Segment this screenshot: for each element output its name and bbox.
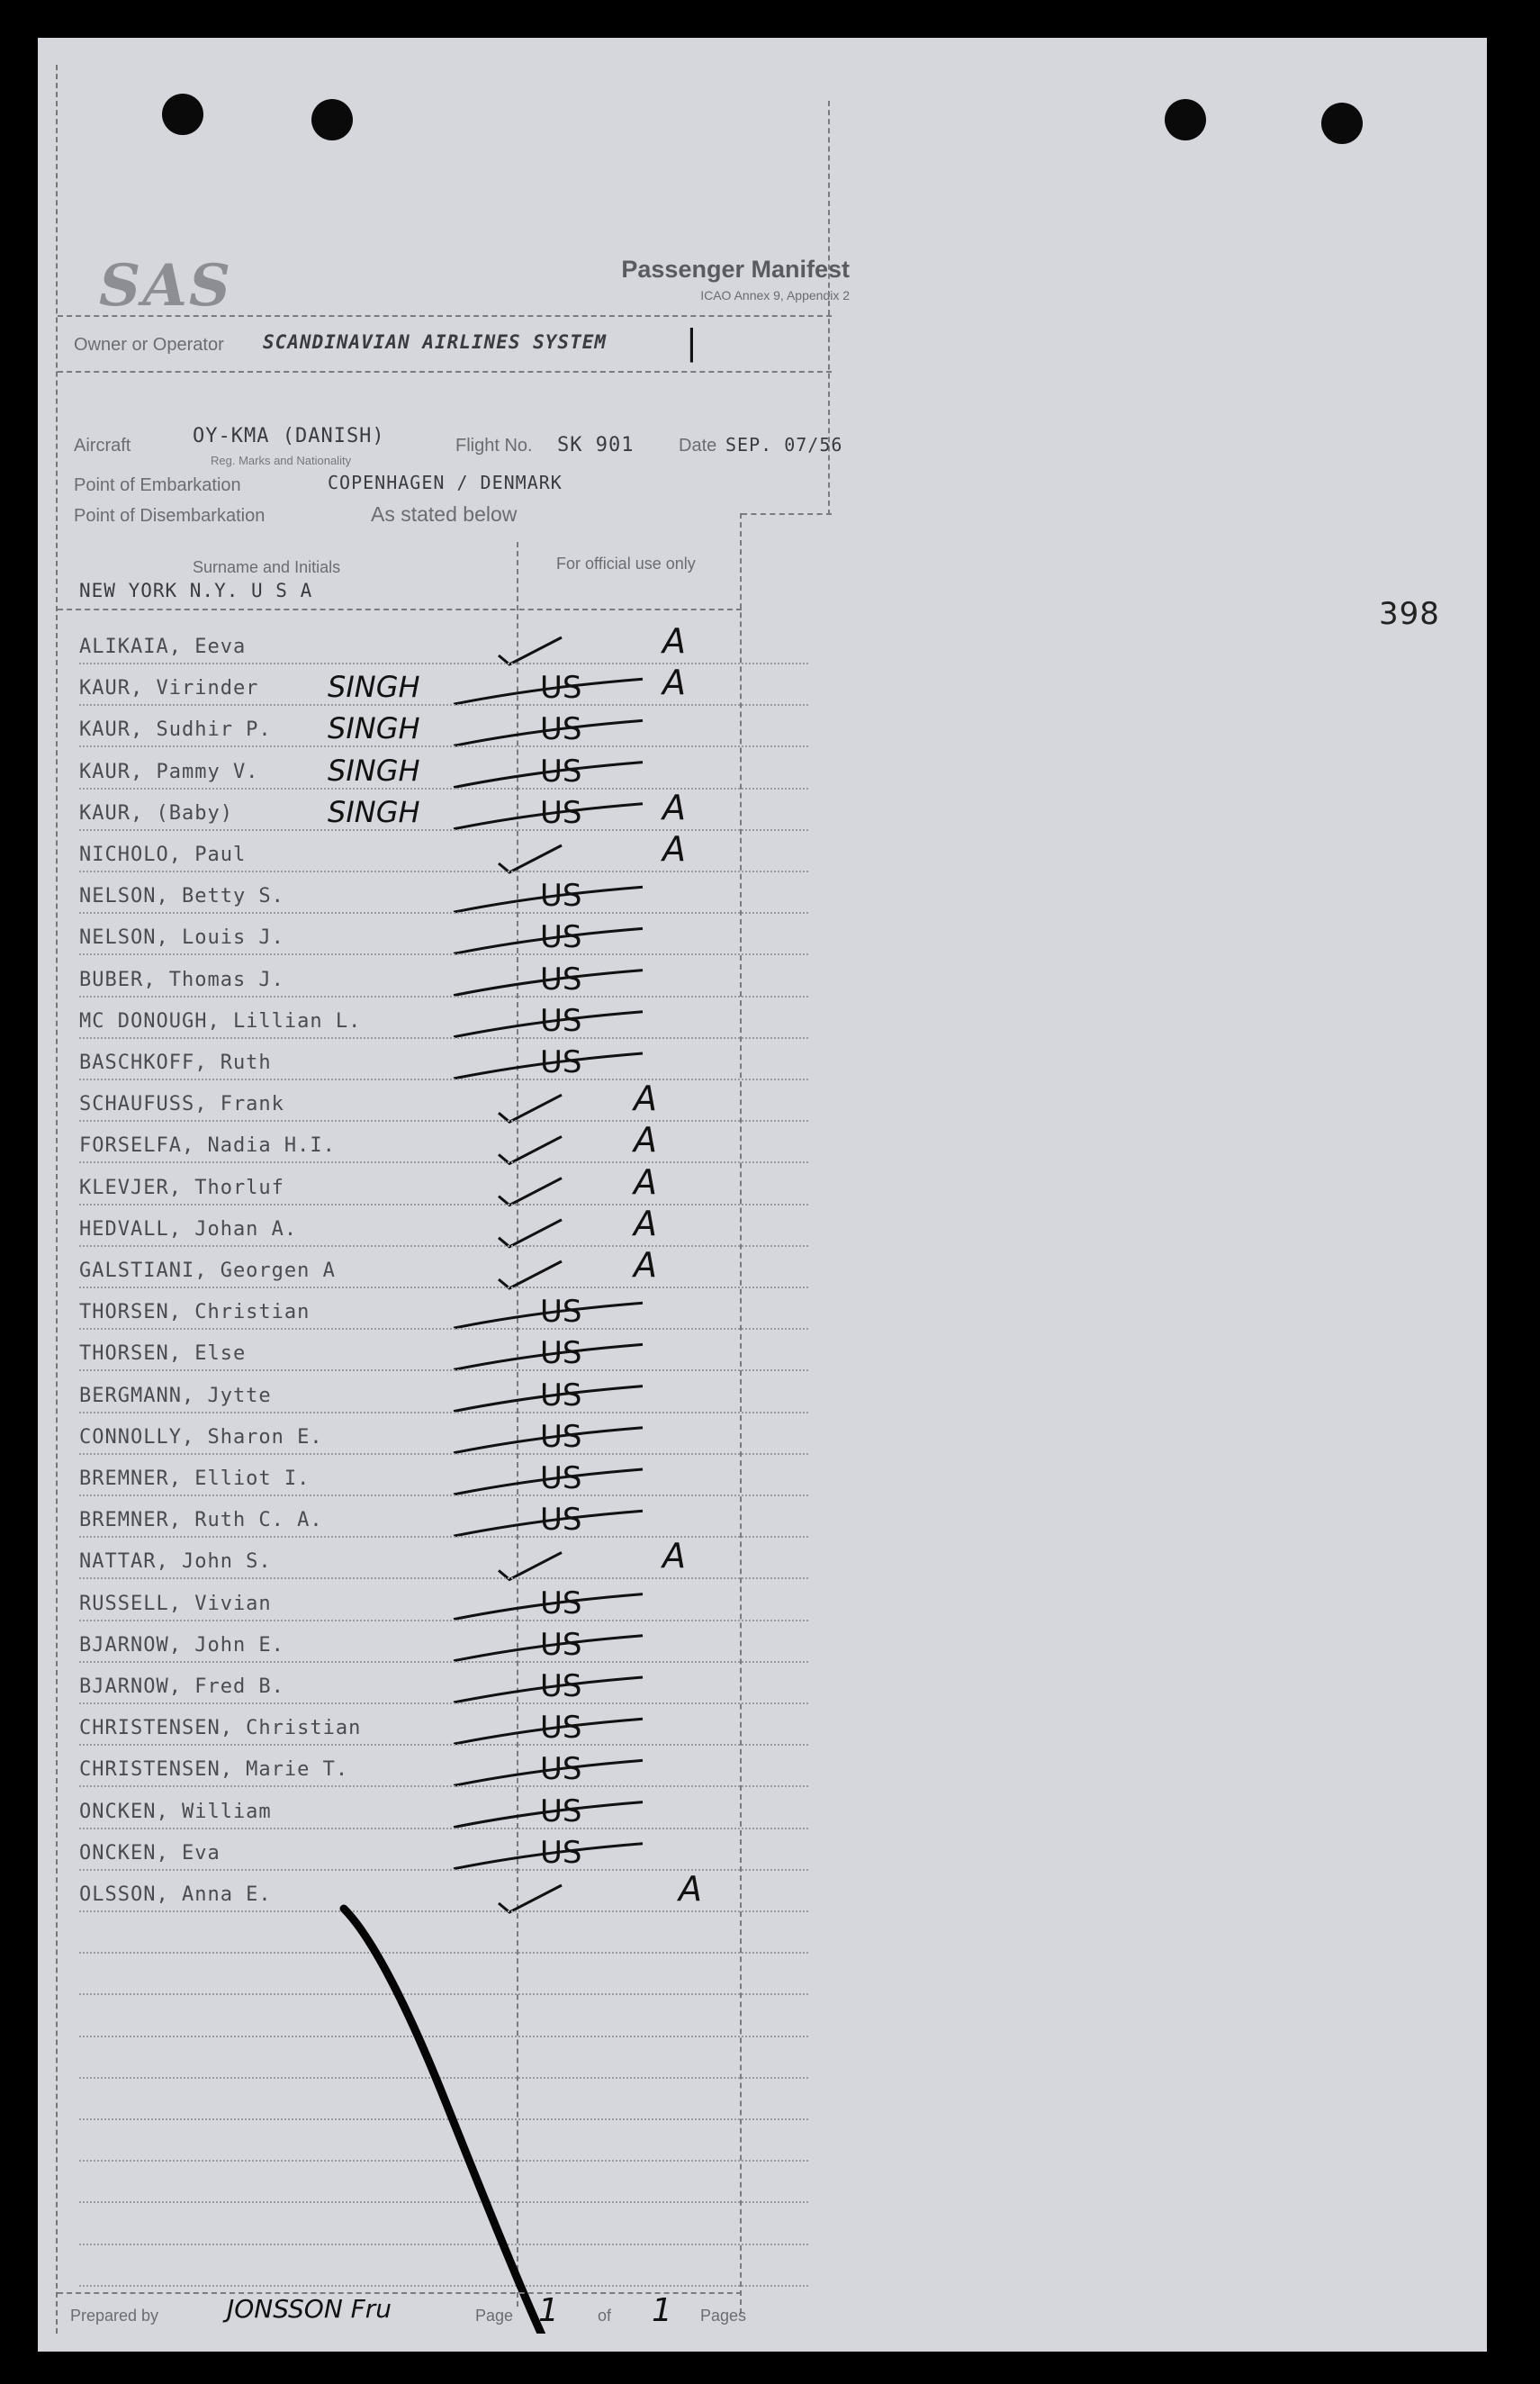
status-mark: A bbox=[634, 1161, 657, 1202]
passenger-name: KAUR, Sudhir P. bbox=[79, 718, 272, 742]
ruled-line bbox=[79, 1536, 808, 1538]
ruled-line bbox=[79, 1369, 808, 1371]
passenger-name: SCHAUFUSS, Frank bbox=[79, 1093, 284, 1116]
page-number: 398 bbox=[1379, 596, 1440, 632]
passenger-name: RUSSELL, Vivian bbox=[79, 1592, 272, 1615]
passenger-name: KAUR, (Baby) bbox=[79, 801, 233, 825]
disembark-label: Point of Disembarkation bbox=[74, 506, 266, 526]
passenger-name: CONNOLLY, Sharon E. bbox=[79, 1425, 323, 1449]
check-mark bbox=[499, 1095, 562, 1122]
official-mark: US bbox=[540, 1377, 582, 1413]
ruled-line bbox=[79, 788, 808, 790]
passenger-name: NELSON, Louis J. bbox=[79, 926, 284, 950]
passenger-name: THORSEN, Christian bbox=[79, 1301, 311, 1324]
handwritten-surname: SINGH bbox=[328, 794, 420, 829]
passenger-name: BJARNOW, Fred B. bbox=[79, 1675, 284, 1698]
manifest-sheet bbox=[38, 38, 1487, 2352]
ruled-line bbox=[79, 996, 808, 998]
passenger-name: BJARNOW, John E. bbox=[79, 1633, 284, 1657]
status-mark: A bbox=[634, 1245, 657, 1285]
official-mark: US bbox=[540, 961, 582, 998]
passenger-name: FORSELFA, Nadia H.I. bbox=[79, 1134, 336, 1158]
official-mark: US bbox=[540, 919, 582, 956]
ruled-line bbox=[79, 704, 808, 706]
aircraft-label: Aircraft bbox=[74, 436, 131, 456]
flight-label: Flight No. bbox=[455, 436, 533, 456]
ruled-line bbox=[79, 1287, 808, 1288]
ruled-line bbox=[79, 1910, 808, 1912]
official-mark: US bbox=[540, 753, 582, 790]
flight-value: SK 901 bbox=[557, 434, 635, 456]
ruled-line bbox=[79, 2077, 808, 2079]
ruled-line bbox=[79, 1079, 808, 1080]
passenger-name: BREMNER, Ruth C. A. bbox=[79, 1509, 323, 1532]
aircraft-sub: Reg. Marks and Nationality bbox=[211, 454, 352, 467]
passenger-name: CHRISTENSEN, Marie T. bbox=[79, 1758, 349, 1782]
ruled-line bbox=[79, 1161, 808, 1163]
official-mark: US bbox=[540, 1834, 582, 1871]
official-mark: US bbox=[540, 1585, 582, 1621]
destination: NEW YORK N.Y. U S A bbox=[79, 580, 313, 601]
passenger-name: BUBER, Thomas J. bbox=[79, 968, 284, 991]
ruled-line bbox=[79, 1952, 808, 1954]
page-label: Page bbox=[475, 2307, 514, 2325]
aircraft-value: OY-KMA (DANISH) bbox=[193, 425, 385, 447]
ruled-line bbox=[79, 2201, 808, 2203]
ruled-line bbox=[79, 663, 808, 664]
passenger-name: NICHOLO, Paul bbox=[79, 844, 247, 866]
owner-mark: | bbox=[686, 322, 698, 362]
disembark-value: As stated below bbox=[371, 502, 518, 526]
ruled-line bbox=[79, 2036, 808, 2037]
ruled-line bbox=[79, 1245, 808, 1247]
ruled-line bbox=[79, 829, 808, 831]
ruled-line bbox=[79, 1328, 808, 1330]
passenger-name: ONCKEN, Eva bbox=[79, 1841, 221, 1865]
official-mark: US bbox=[540, 794, 582, 831]
passenger-name: CHRISTENSEN, Christian bbox=[79, 1717, 362, 1740]
passenger-name: NATTAR, John S. bbox=[79, 1550, 272, 1574]
official-mark: US bbox=[540, 1460, 582, 1496]
ruled-line bbox=[79, 1620, 808, 1621]
prepared-label: Prepared by bbox=[70, 2307, 159, 2325]
status-mark: A bbox=[662, 829, 686, 869]
status-mark: A bbox=[634, 1203, 657, 1243]
official-column-border bbox=[517, 542, 518, 2307]
ruled-line bbox=[79, 2160, 808, 2162]
embark-value: COPENHAGEN / DENMARK bbox=[328, 472, 563, 493]
status-mark: A bbox=[662, 787, 686, 827]
ruled-line bbox=[79, 1037, 808, 1039]
manifest-form bbox=[56, 65, 868, 2334]
embark-label: Point of Embarkation bbox=[74, 475, 241, 495]
official-mark: US bbox=[540, 670, 582, 707]
date-value: SEP. 07/56 bbox=[725, 434, 843, 456]
pages-label: Pages bbox=[700, 2307, 747, 2325]
passenger-name: BASCHKOFF, Ruth bbox=[79, 1052, 272, 1074]
official-mark: US bbox=[540, 1751, 582, 1788]
ruled-line bbox=[79, 1412, 808, 1413]
passenger-name: ONCKEN, William bbox=[79, 1800, 272, 1823]
table-right-border bbox=[740, 513, 742, 2314]
passenger-name: GALSTIANI, Georgen A bbox=[79, 1260, 336, 1282]
official-mark: US bbox=[540, 1793, 582, 1829]
ruled-line bbox=[79, 1785, 808, 1787]
punch-hole bbox=[1321, 103, 1363, 144]
handwritten-surname: SINGH bbox=[328, 753, 420, 788]
of-value: 1 bbox=[652, 2292, 672, 2329]
ruled-line bbox=[79, 2118, 808, 2120]
table-top-border bbox=[742, 513, 832, 515]
form-subtitle: ICAO Annex 9, Appendix 2 bbox=[700, 288, 850, 303]
passenger-name: KAUR, Virinder bbox=[79, 677, 259, 700]
passenger-name: THORSEN, Else bbox=[79, 1342, 247, 1366]
ruled-line bbox=[79, 1577, 808, 1579]
check-mark bbox=[499, 637, 562, 664]
ruled-line bbox=[79, 1993, 808, 1995]
passenger-name: BREMNER, Elliot I. bbox=[79, 1467, 311, 1490]
check-mark bbox=[499, 1136, 562, 1163]
prepared-value: JONSSON Fru bbox=[227, 2294, 392, 2324]
form-title: Passenger Manifest bbox=[621, 256, 850, 283]
punch-hole bbox=[1165, 99, 1206, 140]
check-mark bbox=[499, 1885, 562, 1912]
col-name-header: Surname and Initials bbox=[193, 558, 341, 576]
passenger-name: BERGMANN, Jytte bbox=[79, 1384, 272, 1407]
airline-logo: SAS bbox=[99, 252, 233, 320]
official-mark: US bbox=[540, 1502, 582, 1539]
ruled-line bbox=[79, 1453, 808, 1455]
official-mark: US bbox=[540, 1418, 582, 1455]
of-label: of bbox=[598, 2307, 612, 2325]
passenger-name: NELSON, Betty S. bbox=[79, 885, 284, 908]
header-divider bbox=[58, 315, 832, 317]
owner-value: SCANDINAVIAN AIRLINES SYSTEM bbox=[263, 331, 608, 353]
status-mark: A bbox=[634, 1120, 657, 1160]
col-official-header: For official use only bbox=[556, 555, 696, 573]
check-mark bbox=[499, 1178, 562, 1206]
ruled-line bbox=[79, 745, 808, 747]
ruled-line bbox=[79, 1702, 808, 1704]
passenger-name: KLEVJER, Thorluf bbox=[79, 1176, 284, 1199]
official-mark: US bbox=[540, 1668, 582, 1704]
official-mark: US bbox=[540, 1002, 582, 1039]
ruled-line bbox=[79, 1204, 808, 1206]
ruled-line bbox=[79, 2244, 808, 2245]
check-mark bbox=[499, 1552, 562, 1579]
ruled-line bbox=[79, 1495, 808, 1496]
ruled-line bbox=[79, 1744, 808, 1746]
status-mark: A bbox=[662, 663, 686, 703]
official-mark: US bbox=[540, 711, 582, 748]
official-mark: US bbox=[540, 1335, 582, 1372]
check-mark bbox=[499, 1220, 562, 1247]
footer-divider bbox=[58, 2292, 742, 2294]
ruled-line bbox=[79, 2285, 808, 2287]
ruled-line bbox=[79, 1120, 808, 1122]
page-value: 1 bbox=[538, 2292, 559, 2329]
passenger-name: HEDVALL, Johan A. bbox=[79, 1217, 298, 1241]
ruled-line bbox=[79, 1661, 808, 1663]
official-mark: US bbox=[540, 1626, 582, 1663]
handwritten-surname: SINGH bbox=[328, 711, 420, 746]
status-mark: A bbox=[662, 621, 686, 661]
check-mark bbox=[499, 1261, 562, 1288]
status-mark: A bbox=[679, 1869, 702, 1909]
date-label: Date bbox=[679, 436, 717, 456]
column-header-divider bbox=[58, 609, 742, 610]
ruled-line bbox=[79, 1828, 808, 1829]
official-mark: US bbox=[540, 1044, 582, 1080]
passenger-name: ALIKAIA, Eeva bbox=[79, 636, 247, 658]
ruled-line bbox=[79, 953, 808, 955]
passenger-name: OLSSON, Anna E. bbox=[79, 1883, 272, 1906]
official-mark: US bbox=[540, 1710, 582, 1747]
official-mark: US bbox=[540, 878, 582, 915]
owner-label: Owner or Operator bbox=[74, 335, 224, 355]
passenger-name: MC DONOUGH, Lillian L. bbox=[79, 1009, 362, 1033]
ruled-line bbox=[79, 912, 808, 914]
passenger-name: KAUR, Pammy V. bbox=[79, 760, 259, 783]
status-mark: A bbox=[634, 1079, 657, 1119]
ruled-line bbox=[79, 871, 808, 872]
owner-divider bbox=[58, 371, 832, 373]
check-mark bbox=[499, 845, 562, 872]
official-mark: US bbox=[540, 1294, 582, 1331]
handwritten-surname: SINGH bbox=[328, 670, 420, 705]
status-mark: A bbox=[662, 1536, 686, 1576]
